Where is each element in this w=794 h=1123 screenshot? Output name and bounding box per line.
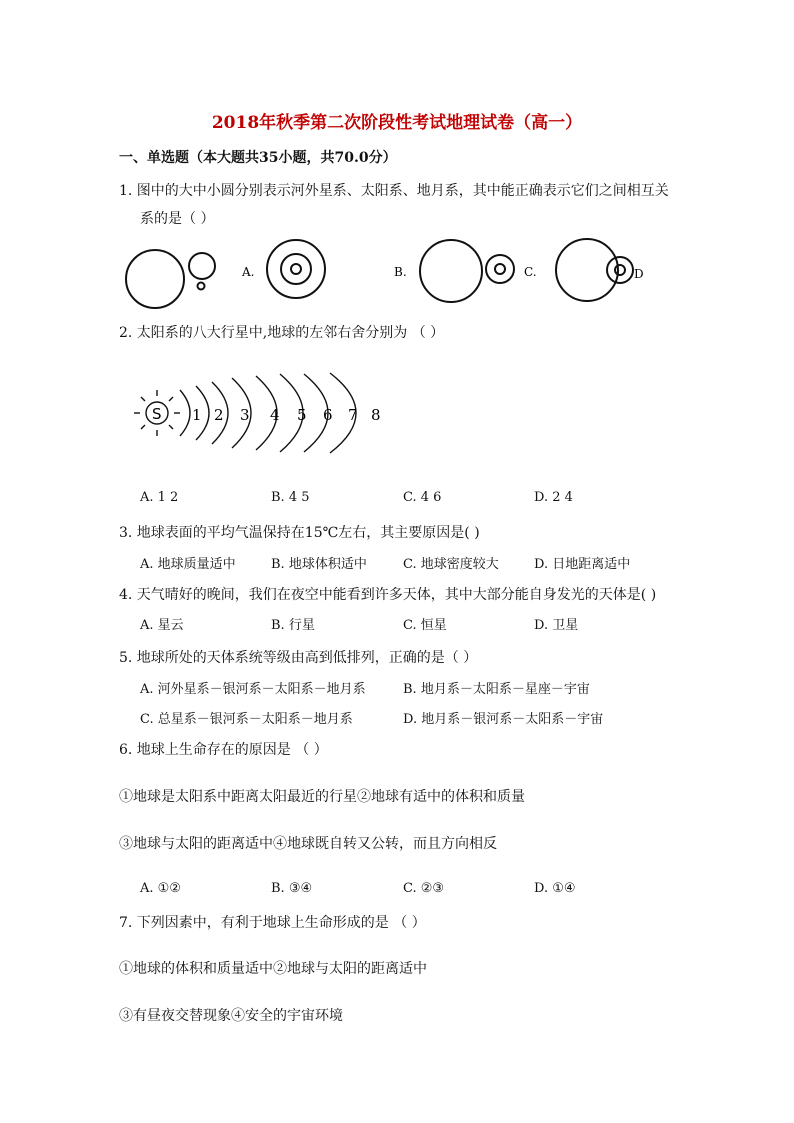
q6-option-a: A. ①② [140, 881, 181, 896]
q4-stem: 4. 天气晴好的晚间，我们在夜空中能看到许多天体，其中大部分能自身发光的天体是( ) [119, 587, 657, 603]
q5-option-a: A. 河外星系－银河系－太阳系－地月系 [140, 682, 366, 697]
q1-circles-diagram [0, 240, 794, 310]
planet-number: 4 [270, 406, 280, 424]
q6-stem: 6. 地球上生命存在的原因是 （ ） [119, 742, 328, 758]
q6-option-d: D. ①④ [534, 881, 576, 896]
q1-stem-line2: 系的是（ ） [140, 211, 215, 227]
q4-option-d: D. 卫星 [534, 618, 579, 633]
q2-stem: 2. 太阳系的八大行星中,地球的左邻右舍分别为 （ ） [119, 325, 445, 341]
q3-option-d: D. 日地距离适中 [534, 557, 631, 572]
q6-statement-line1: ①地球是太阳系中距离太阳最近的行星②地球有适中的体积和质量 [119, 789, 525, 805]
q5-option-c: C. 总星系－银河系－太阳系－地月系 [140, 712, 353, 727]
planet-number: 1 [192, 406, 202, 424]
q3-option-c: C. 地球密度较大 [403, 557, 499, 572]
q4-option-b: B. 行星 [271, 618, 315, 633]
q7-statement-line1: ①地球的体积和质量适中②地球与太阳的距离适中 [119, 961, 427, 977]
planet-number: 5 [297, 406, 307, 424]
q6-option-b: B. ③④ [271, 881, 313, 896]
q3-option-a: A. 地球质量适中 [140, 557, 236, 572]
planet-number: 6 [323, 406, 333, 424]
planet-number: 2 [214, 406, 224, 424]
q5-option-d: D. 地月系－银河系－太阳系－宇宙 [403, 712, 604, 727]
q3-option-b: B. 地球体积适中 [271, 557, 367, 572]
q2-option-b: B. 4 5 [271, 490, 310, 505]
planet-number: 3 [240, 406, 250, 424]
q1-stem-line1: 1. 图中的大中小圆分别表示河外星系、太阳系、地月系，其中能正确表示它们之间相互关 [119, 183, 669, 199]
planet-number: 8 [371, 406, 381, 424]
planet-number: 7 [348, 406, 358, 424]
q1-label-d: D [634, 267, 644, 281]
sun-label: S [152, 405, 162, 423]
q1-label-a: A. [242, 265, 255, 279]
q6-option-c: C. ②③ [403, 881, 445, 896]
q2-option-a: A. 1 2 [140, 490, 179, 505]
solar-system-diagram [0, 368, 794, 458]
q4-option-c: C. 恒星 [403, 618, 447, 633]
page-title: 2018年秋季第二次阶段性考试地理试卷（高一） [211, 113, 583, 133]
q2-option-d: D. 2 4 [534, 490, 573, 505]
q7-statement-line2: ③有昼夜交替现象④安全的宇宙环境 [119, 1008, 343, 1024]
q3-stem: 3. 地球表面的平均气温保持在15℃左右，其主要原因是( ) [119, 525, 480, 541]
q5-stem: 5. 地球所处的天体系统等级由高到低排列，正确的是（ ） [119, 650, 478, 666]
q1-label-c: C. [524, 265, 537, 279]
section-heading: 一、单选题（本大题共35小题，共70.0分） [119, 150, 397, 166]
q1-label-b: B. [394, 265, 407, 279]
q5-option-b: B. 地月系－太阳系－星座－宇宙 [403, 682, 590, 697]
q7-stem: 7. 下列因素中，有利于地球上生命形成的是 （ ） [119, 915, 426, 931]
q2-option-c: C. 4 6 [403, 490, 442, 505]
q6-statement-line2: ③地球与太阳的距离适中④地球既自转又公转，而且方向相反 [119, 836, 497, 852]
q4-option-a: A. 星云 [140, 618, 184, 633]
